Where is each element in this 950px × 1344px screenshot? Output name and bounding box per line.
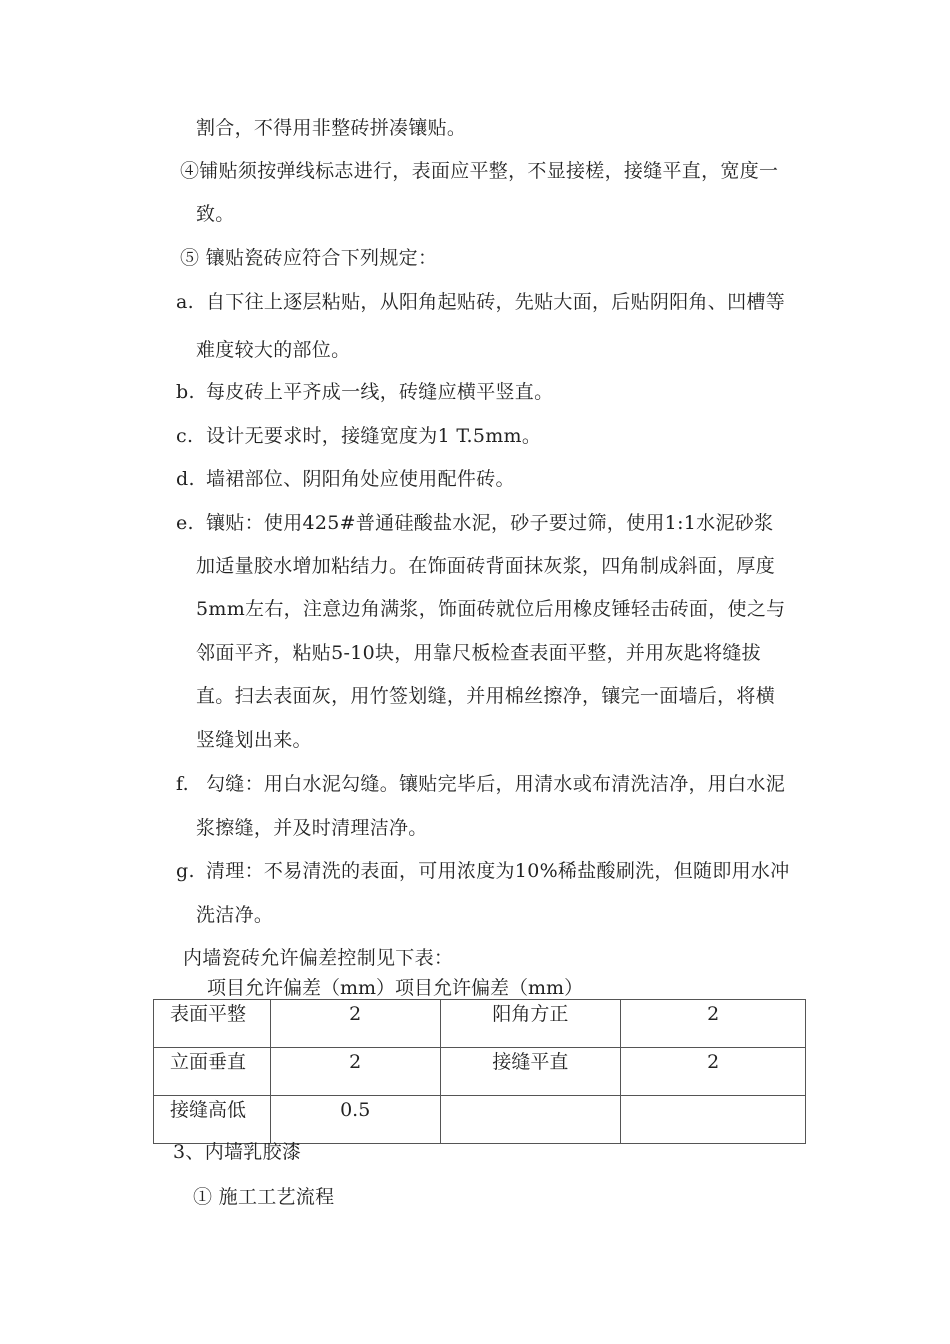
list-item-text: 每皮砖上平齐成一线，砖缝应横平竖直。 xyxy=(206,381,554,403)
table-cell xyxy=(440,1096,621,1144)
table-cell: 立面垂直 xyxy=(154,1048,271,1096)
table-caption: 项目允许偏差（mm）项目允许偏差（mm） xyxy=(207,977,584,999)
table-cell: 表面平整 xyxy=(154,1000,271,1048)
list-marker: c. xyxy=(176,425,194,447)
text-line: 割合，不得用非整砖拼凑镶贴。 xyxy=(196,117,467,139)
subsection-heading: ① 施工工艺流程 xyxy=(193,1186,335,1208)
list-item-text: 清理：不易清洗的表面，可用浓度为10%稀盐酸刷洗，但随即用水冲 xyxy=(206,860,790,882)
list-marker: g. xyxy=(176,860,195,882)
table-cell: 接缝高低 xyxy=(154,1096,271,1144)
text-line: 邻面平齐，粘贴5-10块，用靠尺板检查表面平整，并用灰匙将缝拔 xyxy=(196,642,761,664)
list-item-f xyxy=(176,772,785,796)
list-marker: a. xyxy=(176,291,194,313)
text-line: 加适量胶水增加粘结力。在饰面砖背面抹灰浆，四角制成斜面，厚度 xyxy=(196,555,776,577)
list-item-c xyxy=(176,424,541,448)
table-cell: 0.5 xyxy=(270,1096,440,1144)
text-line: 竖缝划出来。 xyxy=(196,729,312,751)
text-line: 难度较大的部位。 xyxy=(196,339,351,361)
list-marker: b. xyxy=(176,381,195,403)
table-cell xyxy=(621,1096,806,1144)
list-item-text: 墙裙部位、阴阳角处应使用配件砖。 xyxy=(206,468,515,490)
list-item-text: 自下往上逐层粘贴，从阳角起贴砖，先贴大面，后贴阴阳角、凹槽等 xyxy=(206,291,786,313)
table-cell: 2 xyxy=(270,1048,440,1096)
table-cell: 2 xyxy=(621,1048,806,1096)
list-marker: e. xyxy=(176,512,194,534)
text-line: ④铺贴须按弹线标志进行，表面应平整，不显接槎，接缝平直，宽度一 xyxy=(180,160,779,182)
table-row xyxy=(154,1096,806,1144)
table-intro: 内墙瓷砖允许偏差控制见下表： xyxy=(183,947,454,969)
list-marker: f. xyxy=(176,773,189,795)
table-cell: 2 xyxy=(621,1000,806,1048)
section-heading: 3、内墙乳胶漆 xyxy=(173,1141,302,1163)
list-item-b xyxy=(176,380,553,404)
text-line: 致。 xyxy=(196,203,235,225)
table-row xyxy=(154,1000,806,1048)
tolerance-table xyxy=(153,999,806,1144)
text-line: 洗洁净。 xyxy=(196,904,274,926)
table-cell: 接缝平直 xyxy=(440,1048,621,1096)
list-item-text: 镶贴：使用425#普通硅酸盐水泥，砂子要过筛，使用1:1水泥砂浆 xyxy=(206,512,774,534)
text-line: 浆擦缝，并及时清理洁净。 xyxy=(196,817,428,839)
text-line: 直。扫去表面灰，用竹签划缝，并用棉丝擦净，镶完一面墙后，将横 xyxy=(196,685,776,707)
list-item-d xyxy=(176,467,515,491)
list-item-e xyxy=(176,511,773,535)
text-line: ⑤ 镶贴瓷砖应符合下列规定： xyxy=(180,247,438,269)
list-item-text: 勾缝：用白水泥勾缝。镶贴完毕后，用清水或布清洗洁净，用白水泥 xyxy=(206,773,786,795)
list-item-text: 设计无要求时，接缝宽度为1 T.5mm。 xyxy=(206,425,542,447)
table-row xyxy=(154,1048,806,1096)
table-cell: 2 xyxy=(270,1000,440,1048)
list-item-g xyxy=(176,859,790,883)
list-marker: d. xyxy=(176,468,195,490)
table-cell: 阳角方正 xyxy=(440,1000,621,1048)
list-item-a xyxy=(176,290,785,314)
text-line: 5mm左右，注意边角满浆，饰面砖就位后用橡皮锤轻击砖面，使之与 xyxy=(196,598,786,620)
